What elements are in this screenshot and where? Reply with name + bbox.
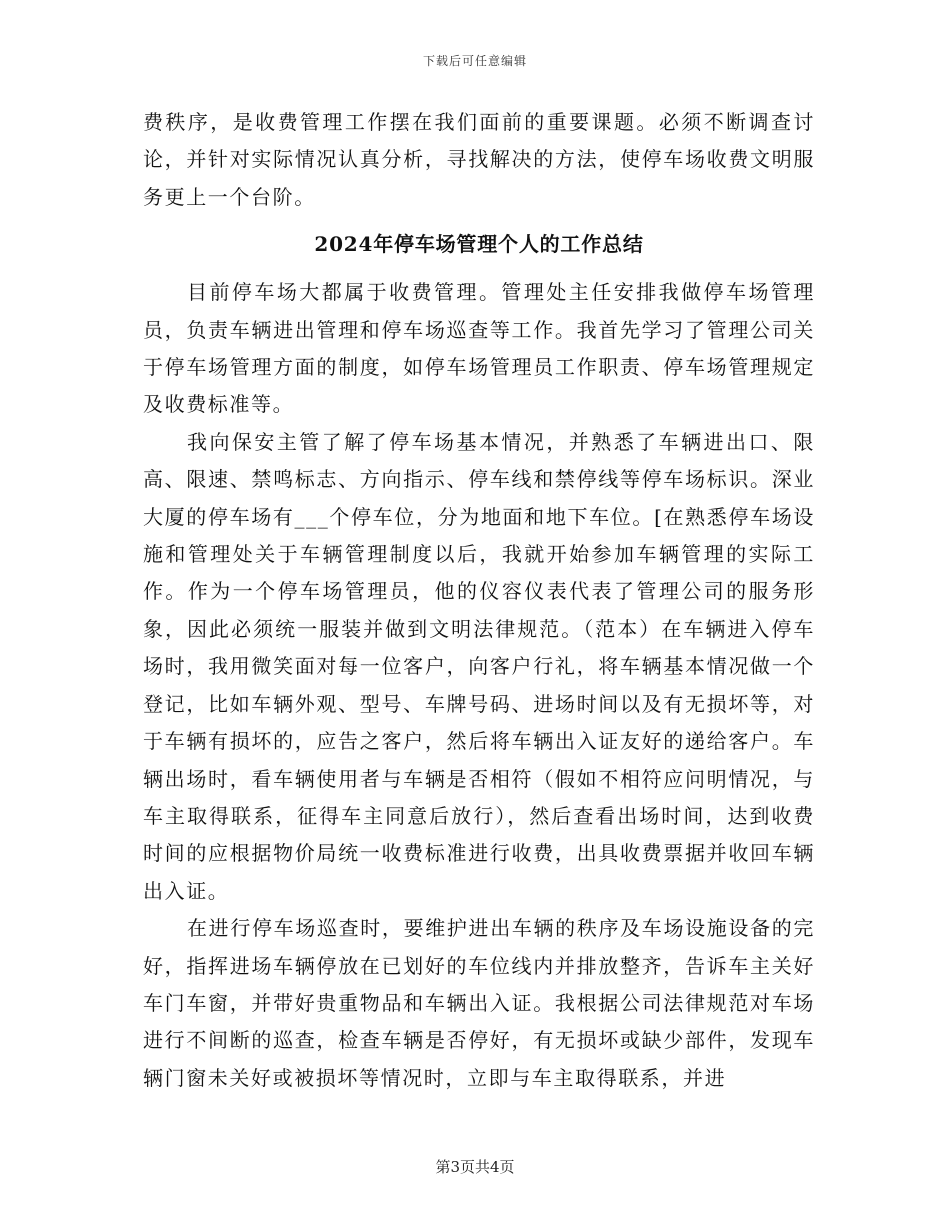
intro-paragraph: 费秩序，是收费管理工作摆在我们面前的重要课题。必须不断调查讨论，并针对实际情况认真分析，寻找解决的方法，使停车场收费文明服务更上一个台阶。 — [143, 110, 815, 209]
body-paragraph-2: 我向保安主管了解了停车场基本情况，并熟悉了车辆进出口、限高、限速、禁鸣标志、方向指示、停车线和禁停线等停车场标识。深业大厦的停车场有___个停车位，分为地面和地下车位。[在熟悉停车场设施和管理处关于车辆管理制度以后，我就开始参加车辆管理的实际工作。作为一个停车场管理员，他的仪容仪表代表了管理公司的服务形象，因此必须统一服装并做到文明法律规范。（范本）在车辆进入停车场时，我用微笑面对每一位客户，向客户行礼，将车辆基本情况做一个登记，比如车辆外观、型号、车牌号码、进场时间以及有无损坏等，对于车辆有损坏的，应告之客户，然后将车辆出入证友好的递给客户。车辆出场时，看车辆使用者与车辆是否相符（假如不相符应问明情况，与车主取得联系，征得车主同意后放行），然后查看出场时间，达到收费时间的应根据物价局统一收费标准进行收费，出具收费票据并收回车辆出入证。 — [143, 429, 815, 903]
document-title: 2024年停车场管理个人的工作总结 — [314, 232, 644, 257]
page-number: 第3页共4页 — [435, 1158, 515, 1176]
page-header-note: 下载后可任意编辑 — [422, 54, 527, 68]
document-body — [143, 104, 815, 1097]
body-paragraph-1: 目前停车场大都属于收费管理。管理处主任安排我做停车场管理员，负责车辆进出管理和停车场巡查等工作。我首先学习了管理公司关于停车场管理方面的制度，如停车场管理员工作职责、停车场管理规定及收费标准等。 — [143, 280, 815, 417]
body-paragraph-3: 在进行停车场巡查时，要维护进出车辆的秩序及车场设施设备的完好，指挥进场车辆停放在已划好的车位线内并排放整齐，告诉车主关好车门车窗，并带好贵重物品和车辆出入证。我根据公司法律规范对车场进行不间断的巡查，检查车辆是否停好，有无损坏或缺少部件，发现车辆门窗未关好或被损坏等情况时，立即与车主取得联系，并进 — [143, 916, 815, 1090]
